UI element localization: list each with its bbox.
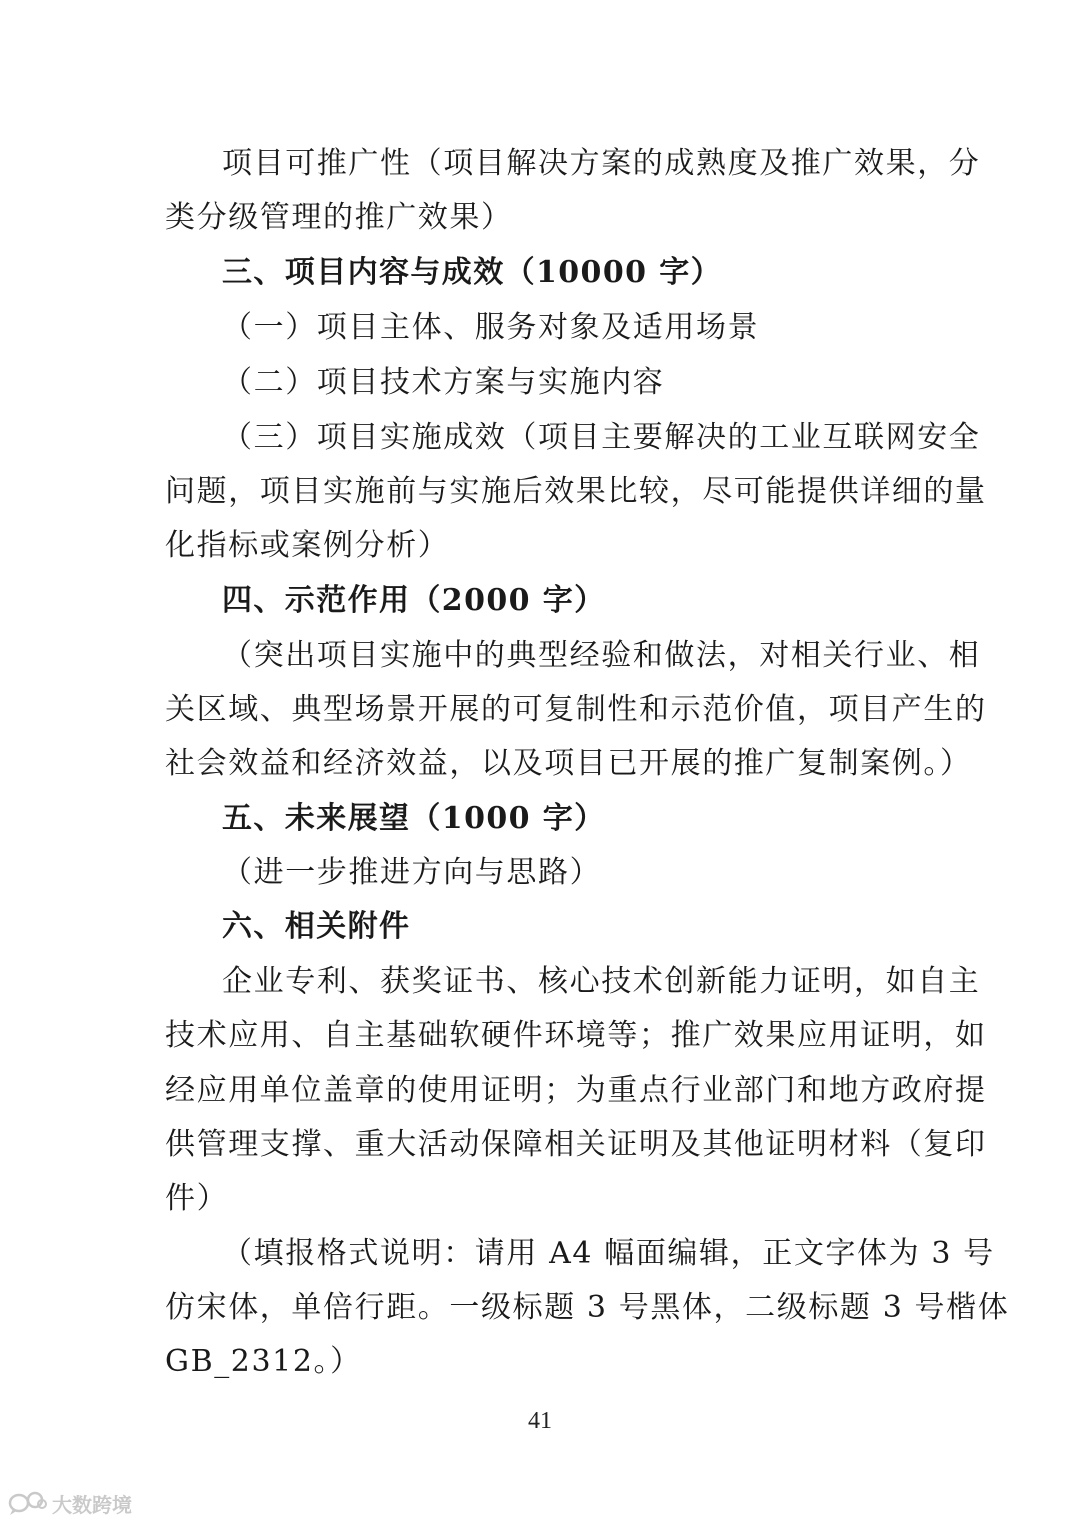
paragraph-line: 经应用单位盖章的使用证明；为重点行业部门和地方政府提 [165,1073,987,1108]
paragraph-line: GB_2312。） [165,1344,362,1379]
subsection-heading: （二）项目技术方案与实施内容 [222,365,665,400]
subsection-heading: （一）项目主体、服务对象及适用场景 [222,310,760,345]
watermark-text: 大数跨境 [52,1492,132,1517]
paragraph-line: 仿宋体，单倍行距。一级标题 3 号黑体，二级标题 3 号楷体 [165,1290,1010,1325]
paragraph-line: 项目可推广性（项目解决方案的成熟度及推广效果，分 [222,146,981,181]
paragraph-line: （突出项目实施中的典型经验和做法，对相关行业、相 [222,638,981,673]
paragraph-line: 问题，项目实施前与实施后效果比较，尽可能提供详细的量 [165,474,987,509]
paragraph-line: 企业专利、获奖证书、核心技术创新能力证明，如自主 [222,964,981,999]
watermark [8,1488,132,1518]
paragraph-line: （三）项目实施成效（项目主要解决的工业互联网安全 [222,420,981,455]
paragraph-line: 供管理支撑、重大活动保障相关证明及其他证明材料（复印 [165,1127,987,1162]
section-heading-4: 四、示范作用（2000 字） [222,583,606,618]
section-heading-5: 五、未来展望（1000 字） [222,801,606,836]
paragraph-line: 社会效益和经济效益，以及项目已开展的推广复制案例。） [165,746,972,781]
paragraph-line: 件） [165,1181,229,1216]
page-number: 41 [528,1408,552,1434]
paragraph-line: （进一步推进方向与思路） [222,855,602,890]
chat-bubbles-icon [8,1490,48,1516]
paragraph-line: 关区域、典型场景开展的可复制性和示范价值，项目产生的 [165,692,987,727]
section-heading-3: 三、项目内容与成效（10000 字） [222,255,723,290]
paragraph-line: 化指标或案例分析） [165,528,450,563]
paragraph-line: 类分级管理的推广效果） [165,200,513,235]
section-heading-6: 六、相关附件 [222,909,411,944]
paragraph-line: 技术应用、自主基础软硬件环境等；推广效果应用证明，如 [165,1018,987,1053]
paragraph-line: （填报格式说明：请用 A4 幅面编辑，正文字体为 3 号 [222,1236,995,1271]
